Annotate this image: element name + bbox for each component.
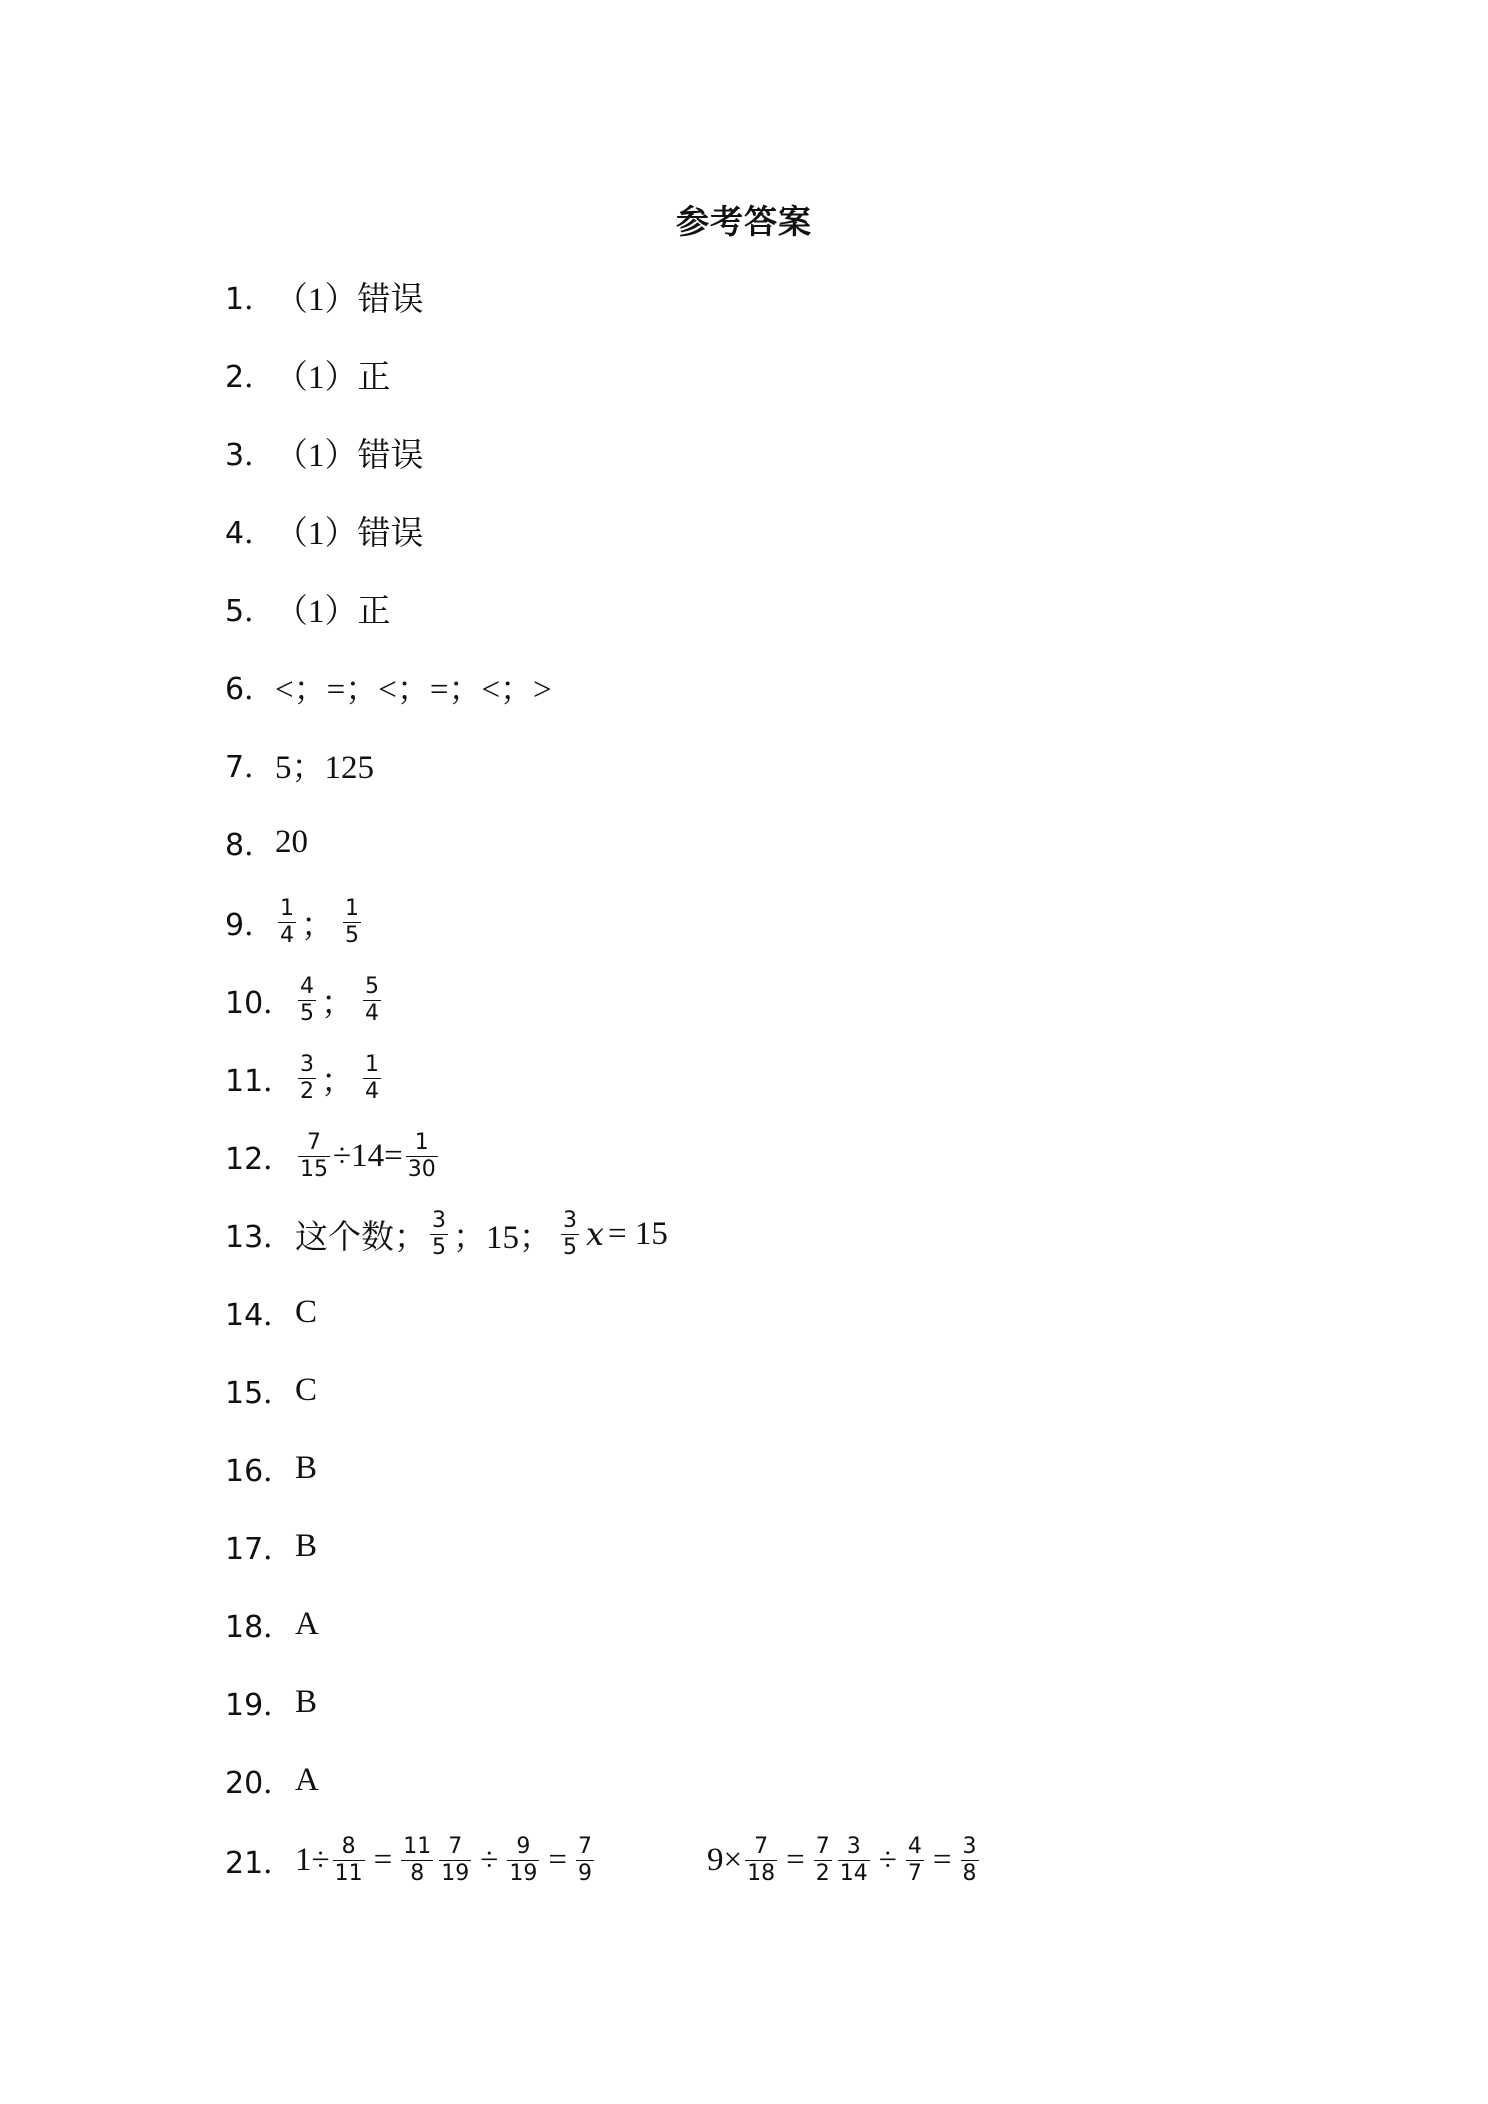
expression-text: ÷14= [333,1137,403,1174]
answer-number: 4． [225,516,275,551]
fraction: $\frac{1}{5}$ [345,895,359,948]
answer-text: （1）错误 [275,437,424,474]
answer-text: （1）错误 [275,515,424,552]
fraction: $\frac{4}{7}$ [907,1833,922,1886]
answer-number: 7． [225,750,275,785]
equals-sign: = [932,1841,952,1878]
answer-text: B [295,1449,318,1486]
answer-line-6 [225,656,552,716]
answer-number: 6． [225,672,275,707]
answer-line-11 [225,1048,384,1108]
answer-line-8 [225,812,308,872]
fraction: $\frac{1}{4}$ [280,895,294,948]
fraction: $\frac{3}{14}$ [839,1833,868,1886]
answer-line-14 [225,1282,317,1342]
answer-line-16 [225,1438,317,1498]
fraction: $\frac{4}{5}$ [300,973,314,1026]
fraction: $\frac{9}{19}$ [509,1833,538,1886]
answer-number: 19． [225,1688,294,1723]
equation-tail: = 15 [608,1215,668,1252]
answer-text: B [295,1683,318,1720]
answer-number: 1． [225,282,275,317]
answer-number: 14． [225,1298,294,1333]
answer-line-1 [225,266,424,326]
separator: ； [301,907,334,944]
answer-number: 2． [225,360,275,395]
expression-text: 9× [707,1841,743,1878]
equals-sign: = [786,1841,805,1878]
divide-sign: ÷ [878,1841,897,1878]
calc-left [295,1834,597,1887]
page-title: 参考答案 [676,202,812,241]
answer-line-21 [225,1830,982,1890]
answer-line-7 [225,734,374,794]
answer-text: 20 [275,823,308,860]
answer-number: 17． [225,1532,294,1567]
answer-number: 15． [225,1376,294,1411]
calc-right [707,1834,982,1887]
equals-sign: = [548,1841,567,1878]
variable-x: x [586,1215,605,1253]
answer-number: 11． [225,1064,294,1099]
fraction: $\frac{3}{5}$ [432,1207,446,1260]
expression-text: 1÷ [295,1841,330,1878]
fraction: $\frac{3}{8}$ [962,1833,977,1886]
expression-text: ；15； [453,1219,552,1256]
divide-sign: ÷ [480,1841,499,1878]
answer-number: 10． [225,986,294,1021]
equals-sign: = [373,1841,393,1878]
answer-text: （1）正 [275,593,391,630]
fraction: $\frac{7}{15}$ [300,1129,328,1182]
answer-text: C [295,1371,318,1408]
answer-number: 9． [225,908,275,943]
answer-text: （1）错误 [275,281,424,318]
answer-number: 3． [225,438,275,473]
answer-line-18 [225,1594,319,1654]
answer-line-20 [225,1750,319,1810]
answer-number: 21． [225,1846,294,1881]
answer-line-19 [225,1672,317,1732]
answer-text: A [295,1605,319,1642]
answer-text: A [295,1761,319,1798]
answer-text: C [295,1293,318,1330]
answer-line-3 [225,422,424,482]
answer-line-13 [225,1204,668,1264]
fraction: $\frac{5}{4}$ [365,973,379,1026]
answer-line-15 [225,1360,317,1420]
answer-number: 8． [225,828,275,863]
fraction: $\frac{11}{8}$ [403,1833,432,1886]
answer-number: 5． [225,594,275,629]
fraction: $\frac{1}{30}$ [407,1129,436,1182]
answer-text: B [295,1527,318,1564]
answer-line-17 [225,1516,317,1576]
fraction: $\frac{3}{5}$ [563,1207,577,1260]
answer-number: 20． [225,1766,294,1801]
answer-number: 16． [225,1454,294,1489]
fraction: $\frac{8}{11}$ [334,1833,363,1886]
fraction: $\frac{3}{2}$ [300,1051,314,1104]
separator: ； [321,985,354,1022]
fraction: $\frac{7}{9}$ [578,1833,592,1886]
answer-number: 18． [225,1610,294,1645]
answer-line-4 [225,500,424,560]
answer-line-10 [225,970,384,1030]
fraction: $\frac{7}{18}$ [747,1833,776,1886]
answer-line-9 [225,892,364,952]
answer-lead-text: 这个数； [295,1219,427,1256]
answer-text: （1）正 [275,359,391,396]
answer-text: <；=；<；=；<；> [275,671,552,708]
separator: ； [321,1063,354,1100]
answer-number: 13． [225,1220,294,1255]
answer-line-12 [225,1126,441,1186]
fraction: $\frac{7}{2}$ [815,1833,830,1886]
answer-number: 12． [225,1142,294,1177]
answer-line-2 [225,344,391,404]
answer-text: 5；125 [275,749,374,786]
fraction: $\frac{1}{4}$ [365,1051,379,1104]
fraction: $\frac{7}{19}$ [441,1833,470,1886]
answer-line-5 [225,578,391,638]
